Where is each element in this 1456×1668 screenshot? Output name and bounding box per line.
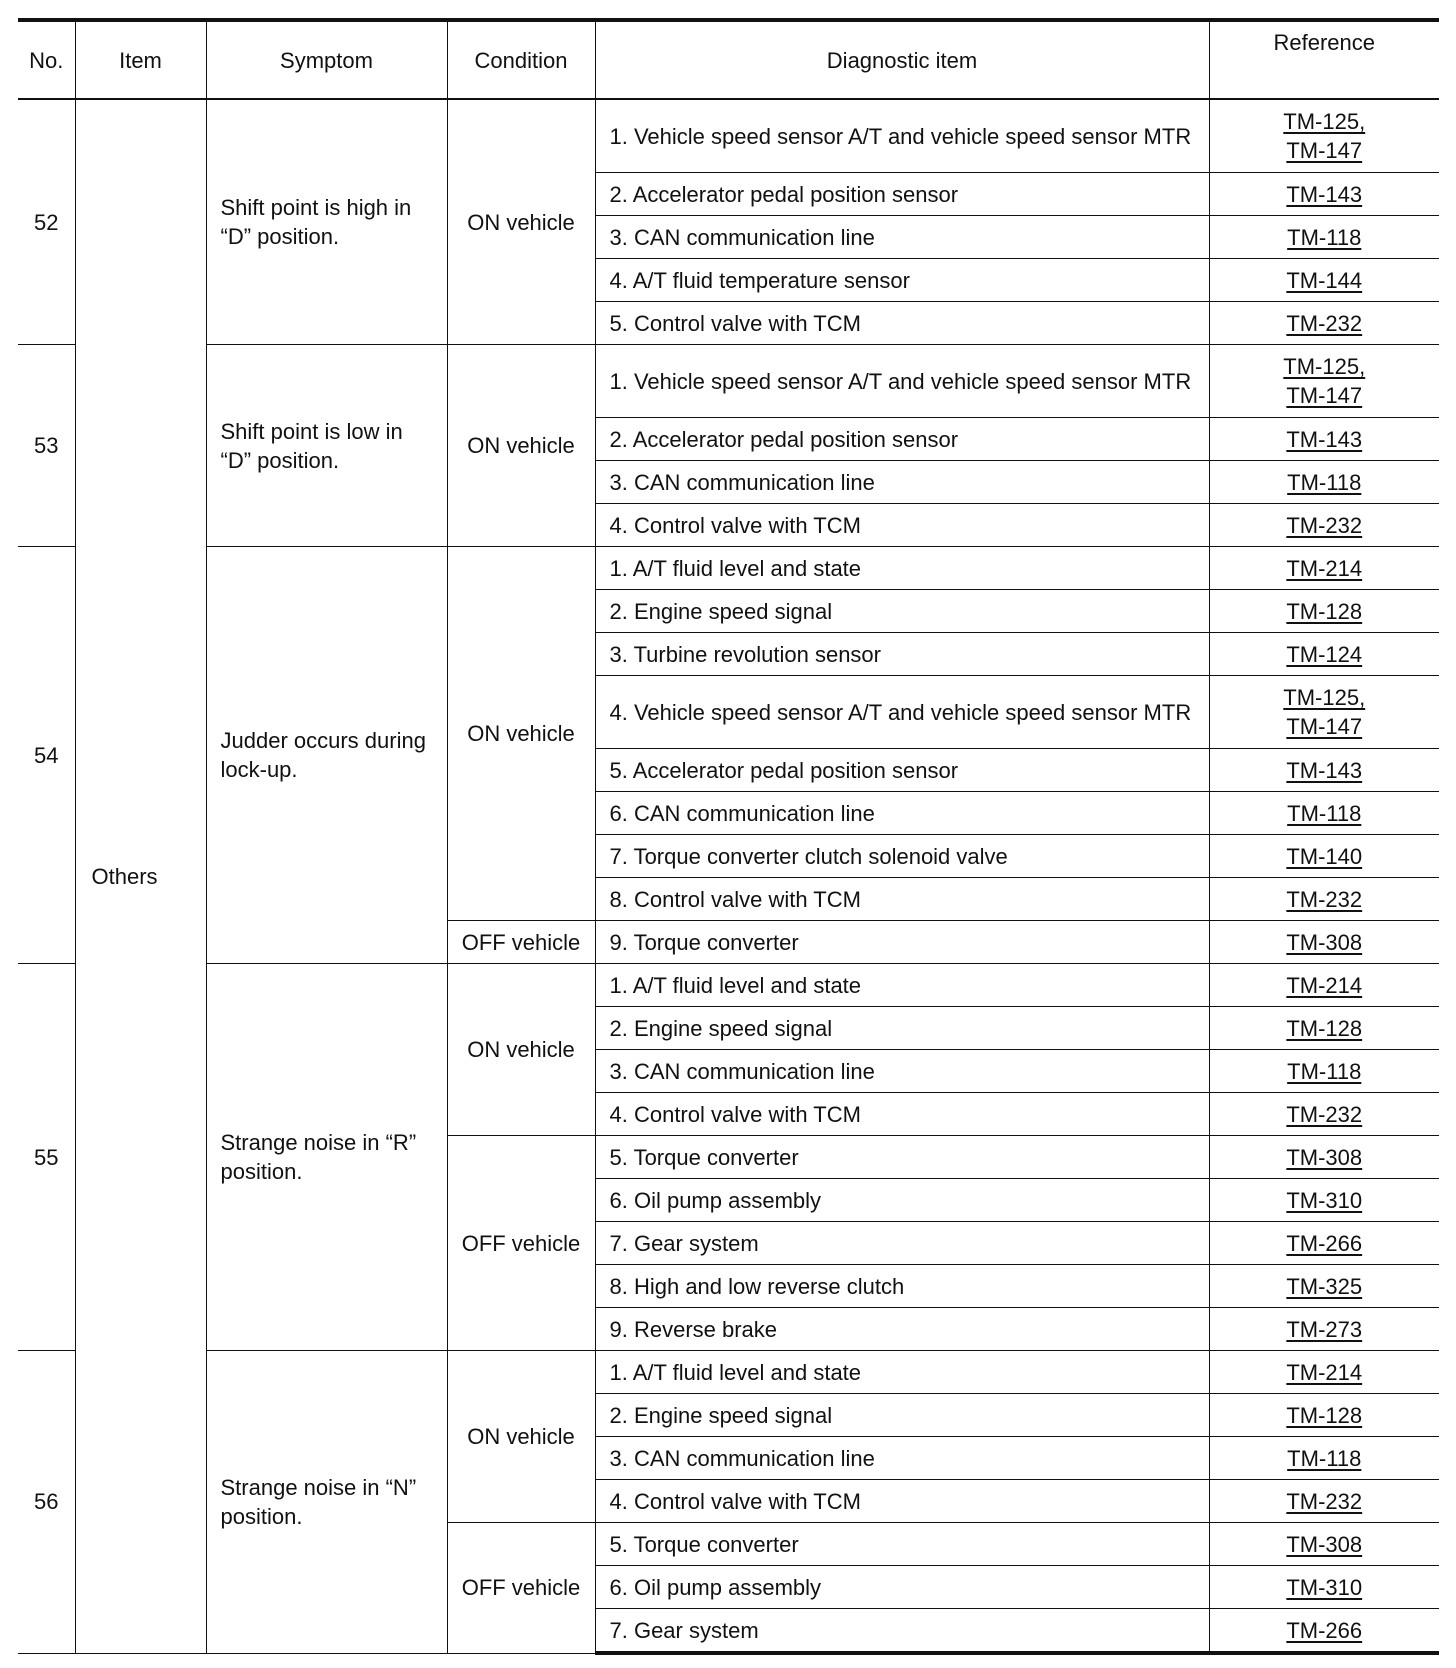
header-item: Item (75, 20, 206, 99)
reference-cell (1209, 547, 1439, 590)
reference-cell (1209, 878, 1439, 921)
diagnostic-item: 3. CAN communication line (595, 216, 1209, 259)
diagnostic-item: 4. A/T fluid temperature sensor (595, 259, 1209, 302)
diagnostic-item: 5. Accelerator pedal position sensor (595, 749, 1209, 792)
reference-cell (1209, 1265, 1439, 1308)
reference-link[interactable]: TM-214 (1286, 972, 1363, 998)
diagnostic-item: 4. Control valve with TCM (595, 1093, 1209, 1136)
reference-cell (1209, 676, 1439, 749)
condition-cell: ON vehicle (447, 547, 595, 921)
reference-link[interactable]: TM-128 (1286, 598, 1363, 624)
diagnostic-item: 5. Control valve with TCM (595, 302, 1209, 345)
reference-cell (1209, 345, 1439, 418)
reference-cell (1209, 259, 1439, 302)
reference-cell (1209, 418, 1439, 461)
reference-link[interactable]: TM-124 (1286, 641, 1363, 667)
reference-link[interactable]: TM-308 (1286, 929, 1363, 955)
item-category: Others (75, 99, 206, 1653)
condition-cell: OFF vehicle (447, 1523, 595, 1654)
row-number: 55 (18, 964, 75, 1351)
reference-cell (1209, 749, 1439, 792)
diagnostic-item: 4. Vehicle speed sensor A/T and vehicle speed sensor MTR (595, 676, 1209, 749)
reference-link[interactable]: TM-232 (1286, 1101, 1363, 1127)
symptom-cell: Strange noise in “N” position. (206, 1351, 447, 1654)
diagnostic-item: 3. CAN communication line (595, 1437, 1209, 1480)
reference-cell (1209, 1609, 1439, 1654)
row-number: 53 (18, 345, 75, 547)
reference-link[interactable]: TM-214 (1286, 1359, 1363, 1385)
reference-link[interactable]: TM-310 (1286, 1574, 1363, 1600)
diagnostic-item: 6. Oil pump assembly (595, 1566, 1209, 1609)
reference-link[interactable]: TM-232 (1286, 512, 1363, 538)
diagnostic-item: 9. Reverse brake (595, 1308, 1209, 1351)
row-number: 54 (18, 547, 75, 964)
diagnostic-item: 6. CAN communication line (595, 792, 1209, 835)
symptom-cell: Shift point is high in “D” position. (206, 99, 447, 345)
reference-cell (1209, 964, 1439, 1007)
diagnostic-item: 7. Gear system (595, 1609, 1209, 1654)
header-diagnostic-item: Diagnostic item (595, 20, 1209, 99)
diagnostic-item: 7. Gear system (595, 1222, 1209, 1265)
reference-link[interactable]: TM-128 (1286, 1015, 1363, 1041)
diagnostic-item: 7. Torque converter clutch solenoid valve (595, 835, 1209, 878)
diagnostic-item: 8. Control valve with TCM (595, 878, 1209, 921)
diagnostic-item: 3. CAN communication line (595, 461, 1209, 504)
condition-cell: ON vehicle (447, 964, 595, 1136)
reference-link[interactable]: TM-273 (1286, 1316, 1363, 1342)
reference-cell (1209, 504, 1439, 547)
diagnostic-item: 1. Vehicle speed sensor A/T and vehicle speed sensor MTR (595, 99, 1209, 173)
reference-link[interactable]: TM-232 (1286, 310, 1363, 336)
diagnostic-item: 3. Turbine revolution sensor (595, 633, 1209, 676)
reference-link[interactable]: TM-118 (1287, 800, 1362, 826)
reference-link[interactable]: TM-147 (1286, 714, 1363, 739)
reference-link[interactable]: TM-118 (1287, 224, 1362, 250)
reference-link[interactable]: TM-325 (1286, 1273, 1363, 1299)
symptom-cell: Judder occurs during lock-up. (206, 547, 447, 964)
reference-link[interactable]: TM-144 (1286, 267, 1363, 293)
row-number: 56 (18, 1351, 75, 1654)
diagnostic-item: 4. Control valve with TCM (595, 1480, 1209, 1523)
reference-link[interactable]: TM-118 (1287, 1058, 1362, 1084)
symptom-cell: Strange noise in “R” position. (206, 964, 447, 1351)
diagnostic-item: 2. Engine speed signal (595, 1007, 1209, 1050)
reference-cell (1209, 921, 1439, 964)
condition-cell: OFF vehicle (447, 921, 595, 964)
diagnostic-item: 1. A/T fluid level and state (595, 547, 1209, 590)
reference-cell (1209, 1093, 1439, 1136)
diagnostic-item: 2. Engine speed signal (595, 590, 1209, 633)
header-row (18, 20, 1439, 99)
reference-cell (1209, 99, 1439, 173)
diagnostic-item: 6. Oil pump assembly (595, 1179, 1209, 1222)
reference-link[interactable]: TM-128 (1286, 1402, 1363, 1428)
table-row (18, 345, 1439, 418)
reference-link[interactable]: TM-308 (1286, 1144, 1363, 1170)
header-symptom: Symptom (206, 20, 447, 99)
reference-link[interactable]: TM-118 (1287, 1445, 1362, 1471)
reference-link[interactable]: TM-140 (1286, 843, 1363, 869)
reference-link[interactable]: TM-147 (1286, 383, 1363, 408)
reference-link[interactable]: TM-232 (1286, 1488, 1363, 1514)
reference-cell (1209, 1480, 1439, 1523)
reference-cell (1209, 1136, 1439, 1179)
symptom-cell: Shift point is low in “D” position. (206, 345, 447, 547)
reference-link[interactable]: TM-143 (1286, 181, 1363, 207)
reference-cell (1209, 1437, 1439, 1480)
header-no: No. (18, 20, 75, 99)
header-condition: Condition (447, 20, 595, 99)
reference-cell (1209, 590, 1439, 633)
table-row (18, 99, 1439, 173)
reference-link[interactable]: TM-125, (1283, 354, 1366, 379)
table-row (18, 964, 1439, 1007)
reference-link[interactable]: TM-232 (1286, 886, 1363, 912)
reference-cell (1209, 1308, 1439, 1351)
reference-link[interactable]: TM-125, (1283, 109, 1366, 134)
condition-cell: OFF vehicle (447, 1136, 595, 1351)
reference-link[interactable]: TM-214 (1286, 555, 1363, 581)
row-number: 52 (18, 99, 75, 345)
reference-cell (1209, 1222, 1439, 1265)
reference-link[interactable]: TM-125, (1283, 685, 1366, 710)
reference-link[interactable]: TM-147 (1286, 138, 1363, 163)
reference-link[interactable]: TM-310 (1286, 1187, 1363, 1213)
reference-cell (1209, 1523, 1439, 1566)
reference-cell (1209, 835, 1439, 878)
reference-link[interactable]: TM-118 (1287, 469, 1362, 495)
diagnostic-item: 5. Torque converter (595, 1136, 1209, 1179)
diagnostic-item: 5. Torque converter (595, 1523, 1209, 1566)
reference-cell (1209, 633, 1439, 676)
reference-cell (1209, 1179, 1439, 1222)
diagnostic-item: 2. Accelerator pedal position sensor (595, 418, 1209, 461)
diagnostic-item: 2. Accelerator pedal position sensor (595, 173, 1209, 216)
diagnostic-item: 2. Engine speed signal (595, 1394, 1209, 1437)
reference-link[interactable]: TM-308 (1286, 1531, 1363, 1557)
reference-link[interactable]: TM-266 (1286, 1230, 1363, 1256)
table-body (18, 99, 1439, 1653)
reference-cell (1209, 173, 1439, 216)
header-reference: Reference (1209, 20, 1439, 99)
diagnostic-table (18, 18, 1439, 1655)
diagnostic-item: 9. Torque converter (595, 921, 1209, 964)
reference-cell (1209, 216, 1439, 259)
diagnostic-item: 4. Control valve with TCM (595, 504, 1209, 547)
diagnostic-item: 8. High and low reverse clutch (595, 1265, 1209, 1308)
reference-cell (1209, 461, 1439, 504)
diagnostic-item: 1. Vehicle speed sensor A/T and vehicle speed sensor MTR (595, 345, 1209, 418)
reference-link[interactable]: TM-143 (1286, 426, 1363, 452)
reference-cell (1209, 1351, 1439, 1394)
reference-cell (1209, 1566, 1439, 1609)
table-row (18, 547, 1439, 590)
diagnostic-item: 1. A/T fluid level and state (595, 1351, 1209, 1394)
reference-cell (1209, 792, 1439, 835)
reference-link[interactable]: TM-266 (1286, 1617, 1363, 1643)
diagnostic-item: 3. CAN communication line (595, 1050, 1209, 1093)
reference-cell (1209, 302, 1439, 345)
condition-cell: ON vehicle (447, 99, 595, 345)
reference-cell (1209, 1007, 1439, 1050)
reference-cell (1209, 1394, 1439, 1437)
reference-cell (1209, 1050, 1439, 1093)
condition-cell: ON vehicle (447, 1351, 595, 1523)
reference-link[interactable]: TM-143 (1286, 757, 1363, 783)
condition-cell: ON vehicle (447, 345, 595, 547)
diagnostic-item: 1. A/T fluid level and state (595, 964, 1209, 1007)
table-row (18, 1351, 1439, 1394)
